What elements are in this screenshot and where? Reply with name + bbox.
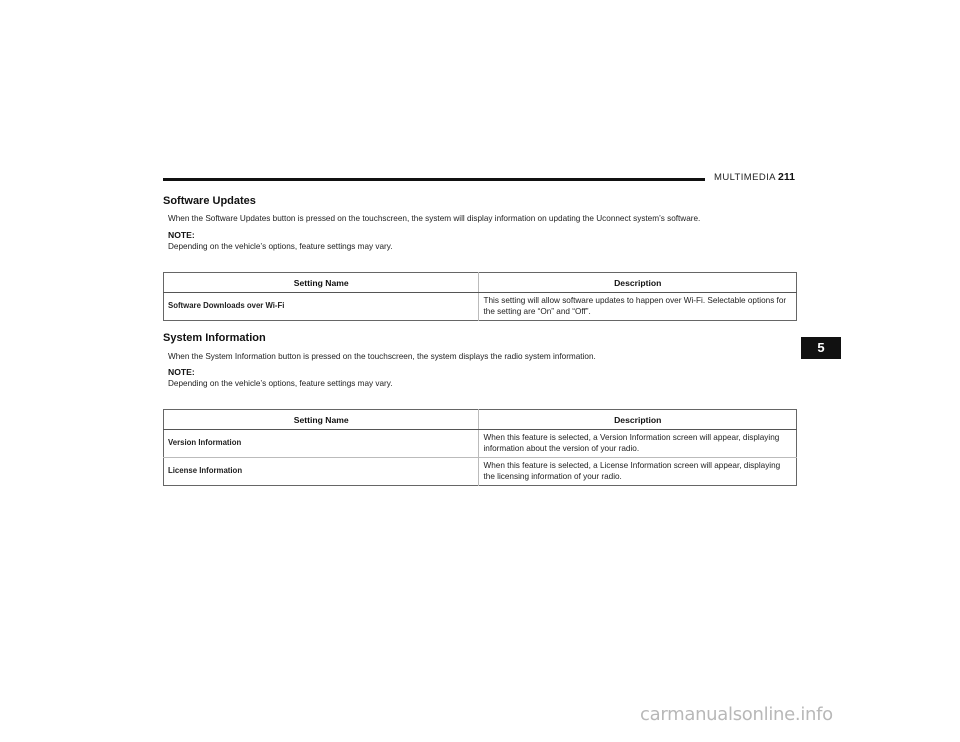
section-body-system-information: When the System Information button is pressed on the touchscreen, the system displays the radio system information. — [168, 352, 596, 361]
note-text: Depending on the vehicle’s options, feature settings may vary. — [168, 242, 393, 251]
setting-description-cell: When this feature is selected, a Version Information screen will appear, displaying information about the version of your radio. — [479, 430, 797, 458]
table-row — [164, 458, 797, 486]
column-header-setting-name: Setting Name — [164, 273, 479, 293]
note-label: NOTE: — [168, 367, 195, 377]
software-updates-table — [163, 272, 797, 321]
column-header-description: Description — [479, 273, 797, 293]
note-label: NOTE: — [168, 230, 195, 240]
setting-description-cell: When this feature is selected, a License Information screen will appear, displaying the licensing information of your radio. — [479, 458, 797, 486]
column-header-description: Description — [479, 410, 797, 430]
setting-description-cell: This setting will allow software updates to happen over Wi-Fi. Selectable options for the setting are “On” and “Off”. — [479, 293, 797, 321]
page-number: 211 — [778, 171, 795, 183]
table-header-row — [164, 410, 797, 430]
header-section-name: MULTIMEDIA — [714, 172, 776, 183]
table-header-row — [164, 273, 797, 293]
note-text: Depending on the vehicle’s options, feature settings may vary. — [168, 379, 393, 388]
setting-name-cell: License Information — [164, 458, 479, 486]
setting-name-cell: Version Information — [164, 430, 479, 458]
chapter-tab: 5 — [801, 337, 841, 359]
watermark-text: carmanualsonline.info — [640, 704, 833, 725]
section-body-software-updates: When the Software Updates button is pressed on the touchscreen, the system will display information on updating the Uconnect system’s software. — [168, 214, 701, 223]
header-rule — [163, 178, 705, 181]
column-header-setting-name: Setting Name — [164, 410, 479, 430]
table-row — [164, 430, 797, 458]
setting-name-cell: Software Downloads over Wi-Fi — [164, 293, 479, 321]
section-title-system-information: System Information — [163, 332, 266, 344]
system-information-table — [163, 409, 797, 486]
table-row — [164, 293, 797, 321]
section-title-software-updates: Software Updates — [163, 195, 256, 207]
